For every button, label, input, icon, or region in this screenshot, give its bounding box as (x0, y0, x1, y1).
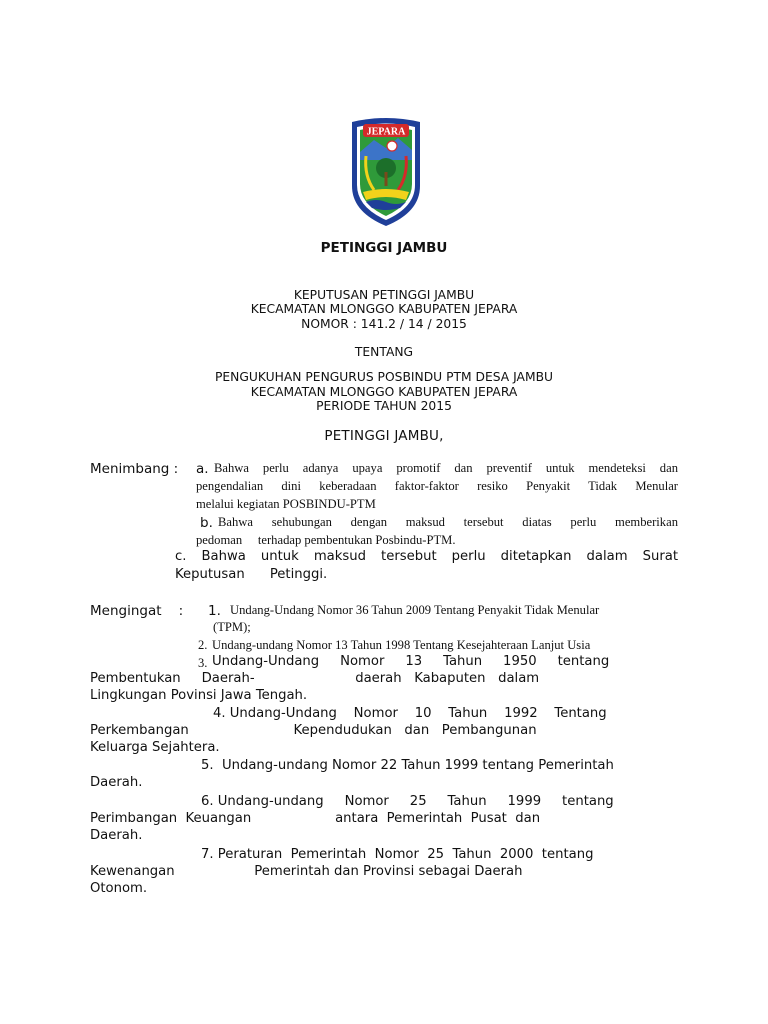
menimbang-b-line-2: pedoman terhadap pembentukan Posbindu-PTM. (196, 533, 456, 547)
menimbang-c-line-1: c. Bahwa untuk maksud tersebut perlu ditetapkan dalam Surat (175, 549, 678, 564)
mengingat-1-prefix: 1. (208, 603, 221, 619)
mengingat-3-line-3: Lingkungan Povinsi Jawa Tengah. (90, 688, 308, 703)
mengingat-7-line-3: Otonom. (90, 881, 148, 896)
tentang-heading: TENTANG (354, 345, 414, 359)
mengingat-3-line-1: Undang-Undang Nomor 13 Tahun 1950 tentang (212, 654, 610, 669)
logo-text: JEPARA (366, 126, 406, 138)
mengingat-label: Mengingat : (90, 603, 184, 619)
menimbang-a-prefix: a. (196, 461, 209, 477)
mengingat-7-line-2: Kewenangan Pemerintah dan Provinsi sebagai Daerah (90, 864, 523, 879)
mengingat-6-line-2: Perimbangan Keuangan antara Pemerintah Pusat dan (90, 811, 541, 826)
mengingat-5-line-2: Daerah. (90, 775, 143, 790)
page-title: PETINGGI JAMBU (320, 240, 448, 256)
mengingat-4-line-1: 4. Undang-Undang Nomor 10 Tahun 1992 Tentang (213, 706, 607, 721)
subject-line-3: PERIODE TAHUN 2015 (316, 399, 452, 413)
subject-line-1: PENGUKUHAN PENGURUS POSBINDU PTM DESA JAMBU (214, 370, 554, 384)
decree-line-2: KECAMATAN MLONGGO KABUPATEN JEPARA (250, 302, 518, 316)
mengingat-1-line-2: (TPM); (213, 620, 251, 634)
mengingat-3-line-2: Pembentukan Daerah- daerah Kabaputen dalam (90, 671, 540, 686)
decree-line-1: KEPUTUSAN PETINGGI JAMBU (293, 288, 475, 302)
authority-heading: PETINGGI JAMBU, (324, 428, 444, 444)
jepara-coat-of-arms (348, 116, 424, 228)
menimbang-a-line-1: Bahwa perlu adanya upaya promotif dan preventif untuk mendeteksi dan (214, 461, 678, 475)
menimbang-c-line-2: Keputusan Petinggi. (175, 567, 328, 582)
mengingat-2-text: Undang-undang Nomor 13 Tahun 1998 Tentang Kesejahteraan Lanjut Usia (212, 638, 591, 652)
mengingat-7-line-1: 7. Peraturan Pemerintah Nomor 25 Tahun 2000 tentang (201, 847, 594, 862)
mengingat-5-line-1: 5. Undang-undang Nomor 22 Tahun 1999 tentang Pemerintah (201, 758, 614, 773)
menimbang-a-line-2: pengendalian dini keberadaan faktor-faktor resiko Penyakit Tidak Menular (196, 479, 678, 493)
menimbang-label: Menimbang : (90, 461, 179, 477)
mengingat-2-prefix: 2. (198, 638, 208, 652)
mengingat-4-line-2: Perkembangan Kependudukan dan Pembangunan (90, 723, 537, 738)
mengingat-3-prefix: 3. (198, 656, 208, 670)
menimbang-b-prefix: b. (200, 515, 213, 531)
mengingat-4-line-3: Keluarga Sejahtera. (90, 740, 220, 755)
subject-line-2: KECAMATAN MLONGGO KABUPATEN JEPARA (250, 385, 518, 399)
mengingat-6-line-1: 6. Undang-undang Nomor 25 Tahun 1999 tentang (201, 794, 614, 809)
mengingat-6-line-3: Daerah. (90, 828, 143, 843)
menimbang-a-line-3: melalui kegiatan POSBINDU-PTM (196, 497, 376, 511)
menimbang-b-line-1: Bahwa sehubungan dengan maksud tersebut diatas perlu memberikan (218, 515, 678, 529)
mengingat-1-line-1: Undang-Undang Nomor 36 Tahun 2009 Tentang Penyakit Tidak Menular (230, 603, 600, 617)
decree-number: NOMOR : 141.2 / 14 / 2015 (301, 317, 467, 331)
